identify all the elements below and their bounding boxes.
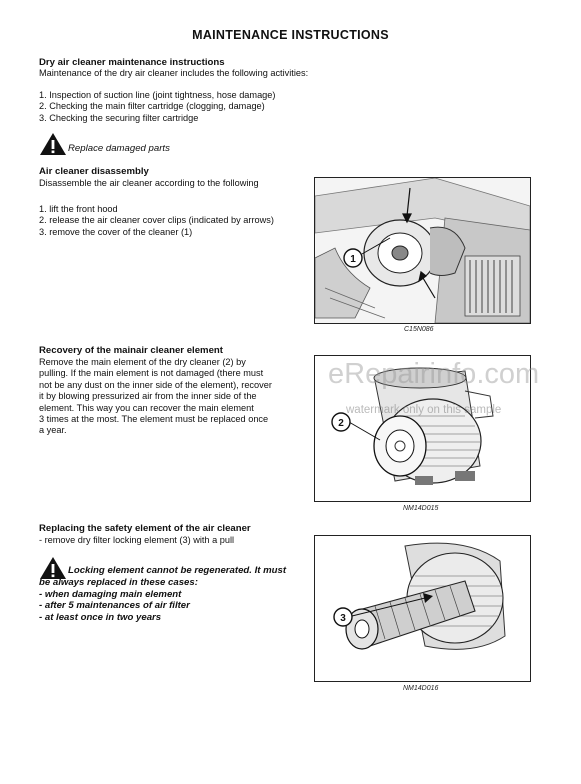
list-item: 3. Checking the securing filter cartridge	[39, 112, 199, 123]
page-title: MAINTENANCE INSTRUCTIONS	[192, 28, 389, 42]
section-heading-disassembly: Air cleaner disassembly	[39, 166, 149, 177]
section3-body: Remove the main element of the dry cleaner (2) by pulling. If the main element is not damaged (there must not be any dust on the inner side of the element), recover it by blowing pressurized air from the inner side of the element. This way you can recover the main element 3 times at the most. The element must be replaced once a year.	[39, 357, 272, 436]
section-heading-dry-air-cleaner: Dry air cleaner maintenance instructions	[39, 57, 225, 68]
safety-element-illustration	[315, 536, 530, 681]
section-heading-recovery: Recovery of the mainair cleaner element	[39, 345, 223, 356]
figure2-caption: NM14D015	[403, 505, 439, 512]
figure2-callout: 2	[338, 418, 344, 429]
section2-intro: Disassemble the air cleaner according to the following	[39, 178, 259, 188]
section-heading-safety-element: Replacing the safety element of the air cleaner	[39, 523, 251, 534]
figure1-caption: C15N086	[404, 326, 434, 333]
section1-list	[39, 90, 275, 124]
list-item: 2. Checking the main filter cartridge (clogging, damage)	[39, 101, 265, 112]
list-item: 1. Inspection of suction line (joint tightness, hose damage)	[39, 90, 276, 100]
figure3-caption: NM14D016	[403, 685, 439, 692]
figure1-callout: 1	[350, 254, 356, 265]
section1-warning: Replace damaged parts	[68, 143, 170, 154]
watermark-sample: watermark only on this sample	[346, 404, 502, 416]
section2-list	[39, 204, 274, 238]
warning-icon	[39, 132, 67, 156]
engine-illustration	[315, 178, 530, 323]
section1-intro: Maintenance of the dry air cleaner includes the following activities:	[39, 68, 309, 78]
section4-warning-list: be always replaced in these cases: - when damaging main element - after 5 maintenances of air filter - at least once in two years	[39, 577, 198, 623]
list-item: 3. remove the cover of the cleaner (1)	[39, 226, 193, 237]
list-item: 2. release the air cleaner cover clips (indicated by arrows)	[39, 215, 274, 226]
list-item: 1. lift the front hood	[39, 204, 118, 214]
section4-intro: - remove dry filter locking element (3) with a pull	[39, 535, 235, 545]
figure3-callout: 3	[340, 613, 346, 624]
section4-warning-line1: Locking element cannot be regenerated. It must	[68, 565, 287, 576]
figure-engine-air-cleaner	[314, 177, 531, 324]
figure-safety-element	[314, 535, 531, 682]
watermark-brand: eRepairinfo.com	[328, 358, 540, 390]
